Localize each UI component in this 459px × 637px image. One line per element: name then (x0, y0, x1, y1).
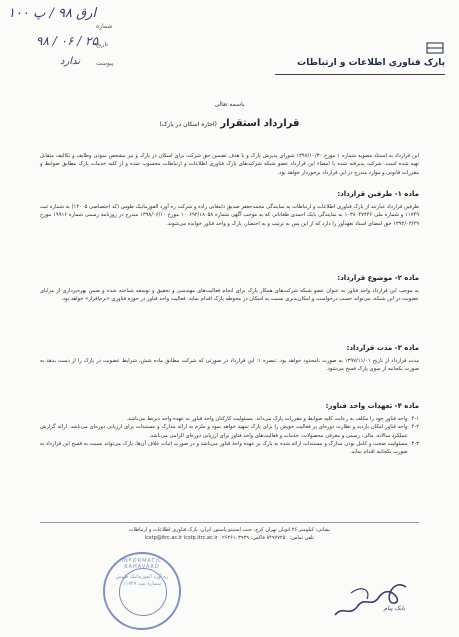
signature (331, 575, 411, 625)
list-item (40, 440, 419, 457)
section-1-body: طرفین قرارداد عبارتند از پارک فناوری اطلاعات و ارتباطات به نمایندگی محمدجعفر صدیق دامغانی زاده و شرکت ره آورد الفورماتیک طوس (کد اختصاصی ۱۴۰۰۵) به شماره ثبت ۱۱۷۴۹ و شماره ملی ۱۰۳۸۰۴۷۴۴۶ به نمایندگی بابک احمدی طغانانی که به موجب آگهی شماره ۱۰۰۶۹۲/۱۸۰۵۸ مورخ ۱۳۹۸/۰۶/۱۰ مندرج در روزنامه رسمی شماره ۱۹۹۱۶ مورخ ۱۳۹۲/۰۴/۲۹ حق امضای اسناد تعهدآور را دارد که از این پس به ترتیب و به اختصار، پارک و واحد فناور خوانده می‌شوند. (40, 204, 420, 227)
section-1-heading: ماده ۱- طرفین قرارداد: (337, 190, 419, 198)
stamp-registration: شماره ثبت ۱۱۷۴۹ (122, 581, 162, 587)
date-label: تاریخ (96, 41, 108, 48)
handwritten-attachment: ندارد (60, 56, 81, 67)
signature-text: بابک پیام (383, 605, 405, 612)
number-label: شماره (96, 23, 113, 30)
handwritten-number: ۱۰۰ ارق ۹۸ / پ (8, 6, 97, 21)
contract-title (0, 118, 459, 129)
org-name: پارک فناوری اطلاعات و ارتباطات (297, 58, 445, 68)
list-item (40, 415, 419, 423)
list-item (40, 423, 419, 440)
section-4-heading: ماده ۴- تعهدات واحد فناور: (325, 402, 419, 410)
item-number: ۴-۳ (411, 440, 419, 447)
item-text: واحد فناور خود را مکلف به رعایت کلیه ضوابط و مقررات پارک می‌داند. مسئولیت کارکنان واحد فناور به عهده واحد ذیربط می‌باشد. (126, 416, 408, 422)
header-divider (275, 74, 445, 75)
stamp-latin-text: INFORMATIC RAHAVARD (121, 558, 163, 570)
section-2-heading: ماده ۲- موضوع قرارداد: (337, 274, 419, 282)
handwritten-date: ۹۸ / ۰۶ / ۲۵ (36, 34, 99, 48)
signature-scribble-icon (331, 575, 411, 625)
item-number: ۴-۱ (411, 416, 419, 422)
section-3-heading: ماده ۳- مدت قرارداد: (346, 344, 419, 352)
item-text: مسئولیت صحت و کامل بودن مدارک و مستندات ارائه شده به پارک بر عهده واحد فناور می‌باشد و در صورت اثبات خلاف آن‌ها، پارک می‌تواند نسبت به فسخ این قرارداد به صورت یکجانبه اقدام نماید. (40, 440, 408, 456)
stamp-persian-text (105, 574, 179, 588)
footer (0, 527, 459, 542)
stamp-company-name: ره آورد انفورماتیک طوس (115, 574, 169, 580)
footer-address: نشانی: کیلومتر ۲۶ اتوبان تهران کرج، جنب استیتو پاستور ایران، پارک فناوری اطلاعات و ارتباطات (128, 527, 331, 533)
intro-paragraph: این قرارداد به استناد مصوبه شماره ۱ مورخ ۱۳۹۷/۱۰/۳۰ شورای پذیرش پارک و با هدف تضمین حق شرکت برای اسکان در پارک و نیز مشخص نمودن وظایف و تکالیف متقابل تهیه شده است. شرکت پذیرفته شده با امضاء این قرارداد عضو شبکه شرکت‌های پارک فناوری اطلاعات و ارتباطات محسوب شده و از کلیه خدمات پارک مطابق ضوابط و مقررات قانونی و موارد مندرج در این قرارداد برخوردار خواهد بود. (40, 153, 419, 176)
item-text: واحد فناور امکان بازدید و نظارت دوره‌ای بر فعالیت خویش را برای پارک تمهید خواهد نمود و ملزم به ارائه مدارک و مستندات برای ارزیابی دوره‌ای می‌باشد. ارائه گزارش عملکرد سالانه، مالی، رسمی و معرفی محصولات، خدمات و فعالیت‌های واحد فناور برای ارزیابی دوره‌ای الزامی می‌باشد. (40, 424, 408, 439)
org-logo (425, 40, 445, 54)
footer-divider (40, 522, 419, 523)
section-2-body: به موجب این قرارداد واحد فناور به عنوان عضو شبکه شرکت‌های همکار پارک برای انجام فعالیت‌های مهندسی و تحقیق و توسعه شناخته شده و ضمن بهره‌برداری از مزایای عضویت در این شبکه، می‌تواند حسب درخواست و امکان‌پذیری نسبت به اسکان در محوطه پارک اقدام نماید. فعالیت واحد فناور در حوزه فناوری «نرم‌افزار» خواهد بود. (40, 288, 419, 303)
section-3-body: مدت قرارداد از تاریخ ۱۳۹۷/۱۱/۰۱ به صورت نامحدود خواهد بود. تبصره ۱: این قرارداد در صورتی که شرکت مطابق ماده شش، شرایط عضویت در پارک را از دست بدهد به صورت یکجانبه از سوی پارک فسخ می‌شود. (40, 358, 419, 373)
attachment-label: پیوست (96, 60, 114, 67)
item-number: ۴-۲ (411, 424, 419, 431)
title-sub: (اجاره اسکان در پارک) (159, 121, 217, 128)
basmala: باسمه تعالی (214, 101, 245, 108)
title-main: قرارداد استقرار (220, 118, 300, 129)
company-stamp (103, 552, 181, 630)
org-emblem-icon (425, 41, 445, 55)
section-4-list (40, 415, 419, 457)
footer-contact: تلفن تماس: ۸۴۹۷۷۲۵۰ فاکس: ۰۲۶۳۶۱۰۳۹۳۹ icstp@itrc.ac.ir icstp.itrc.ac.ir (144, 534, 315, 541)
